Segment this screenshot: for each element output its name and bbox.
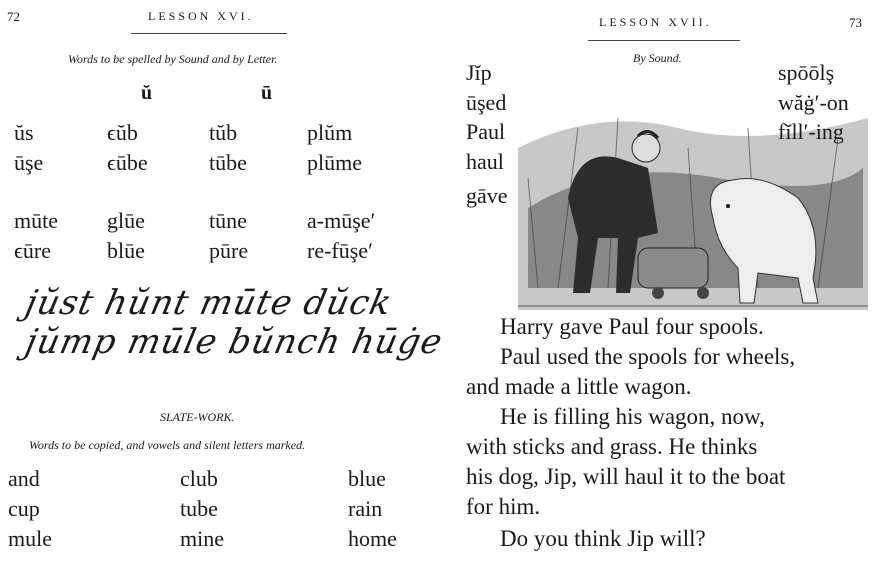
word: ϵŭb <box>107 120 138 145</box>
slate-work-title: SLATE-WORK. <box>160 410 235 424</box>
script-line: jŭmp mūle bŭnch hūġe <box>21 322 447 362</box>
vocab-word: gāve <box>466 183 508 208</box>
vocab-word: Paul <box>466 119 506 144</box>
vocab-word: haul <box>466 149 504 174</box>
vocab-word: ūşed <box>466 90 507 115</box>
lesson-title: LESSON XVI. <box>148 9 254 23</box>
word: tūne <box>209 208 247 233</box>
word: mūte <box>14 208 58 233</box>
text-line: and made a little wagon. <box>466 374 692 399</box>
title-rule <box>131 33 287 34</box>
script-line: jŭst hŭnt mūte dŭck <box>21 283 396 323</box>
word: blūe <box>107 238 145 263</box>
text-line: his dog, Jip, will haul it to the boat <box>466 464 786 489</box>
word: plūme <box>307 150 362 175</box>
word: club <box>180 466 218 491</box>
text-line: Harry gave Paul four spools. <box>500 314 764 339</box>
word: tube <box>180 496 218 521</box>
page-number: 73 <box>849 15 862 30</box>
vocab-word: Jĭp <box>466 60 492 85</box>
vocab-word: fĭll′-ing <box>778 119 844 144</box>
instruction: By Sound. <box>633 51 682 65</box>
vowel-header-short-u: ŭ <box>141 82 153 104</box>
vocab-word: wăġ′-on <box>778 90 849 115</box>
word: glūe <box>107 208 145 233</box>
vowel-header-long-u: ū <box>261 82 273 104</box>
word: plŭm <box>307 120 353 145</box>
word: and <box>8 466 40 491</box>
text-line: Paul used the spools for wheels, <box>500 344 796 369</box>
word: pūre <box>209 238 249 263</box>
word: cup <box>8 496 40 521</box>
word: ϵūbe <box>107 150 148 175</box>
lesson-title: LESSON XVII. <box>599 15 712 29</box>
word: ŭs <box>14 120 34 145</box>
word: re-fūşe′ <box>307 238 373 263</box>
word: ϵūre <box>14 238 51 263</box>
text-line: with sticks and grass. He thinks <box>466 434 758 459</box>
word: a-mūşe′ <box>307 208 376 233</box>
word: tūbe <box>209 150 247 175</box>
slate-instruction: Words to be copied, and vowels and silent letters marked. <box>29 438 306 452</box>
text-line: He is filling his wagon, now, <box>500 404 765 429</box>
title-rule <box>588 40 740 41</box>
word: home <box>348 526 397 551</box>
word: rain <box>348 496 383 521</box>
word: blue <box>348 466 386 491</box>
text-line: Do you think Jip will? <box>500 526 706 551</box>
word: mule <box>8 526 52 551</box>
instruction: Words to be spelled by Sound and by Letter. <box>68 52 278 66</box>
word: ūşe <box>14 150 44 175</box>
word: tŭb <box>209 120 238 145</box>
page-number: 72 <box>7 9 20 24</box>
text-line: for him. <box>466 494 541 519</box>
word: mine <box>180 526 224 551</box>
vocab-word: spōōlş <box>778 60 835 85</box>
